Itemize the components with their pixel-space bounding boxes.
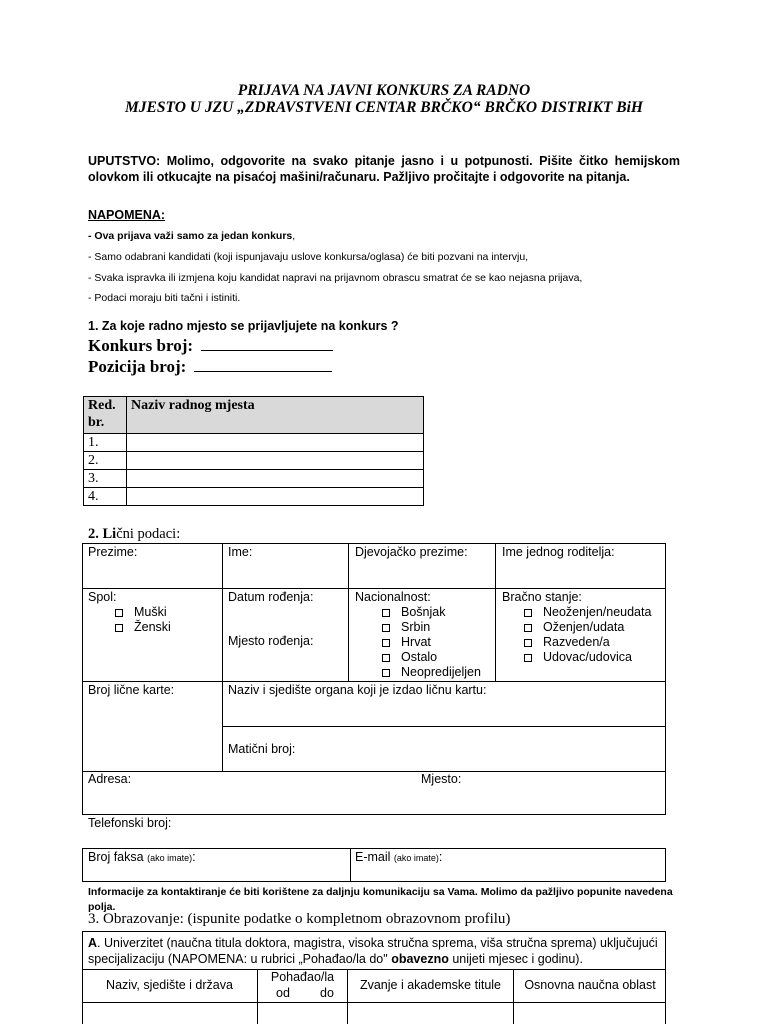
option-label: Ostalo bbox=[401, 650, 438, 664]
positions-table bbox=[83, 396, 424, 506]
question-1: 1. Za koje radno mjesto se prijavljujete na konkurs ? bbox=[88, 319, 399, 333]
table-row bbox=[84, 434, 424, 452]
section-2-title-bold: 2. Li bbox=[88, 526, 117, 542]
form-title-line-2: MJESTO U JZU „ZDRAVSTVENI CENTAR BRČKO“ BRČKO DISTRIKT BiH bbox=[125, 99, 643, 116]
nationality-label: Nacionalnost: bbox=[355, 590, 431, 604]
parent-name-field[interactable]: Ime jednog roditelja: bbox=[502, 545, 615, 559]
option-label: Bošnjak bbox=[401, 605, 446, 619]
position-name-cell[interactable] bbox=[127, 470, 424, 488]
option-label: Neopredijeljen bbox=[401, 665, 481, 679]
surname-field[interactable]: Prezime: bbox=[88, 545, 138, 559]
fax-note: (ako imate) bbox=[147, 853, 193, 863]
checkbox-icon[interactable] bbox=[382, 624, 390, 632]
section-2-title bbox=[88, 526, 180, 543]
checkbox-icon[interactable] bbox=[524, 654, 532, 662]
row-number: 2. bbox=[84, 452, 127, 470]
table-row bbox=[84, 488, 424, 506]
marital-option[interactable] bbox=[524, 605, 651, 620]
checkbox-icon[interactable] bbox=[382, 669, 390, 677]
education-a-text-1: . Univerzitet (naučna titula doktora, magistra, visoka stručna sprema, viša stručna sprema) uključujući specijalizaciju (NAPOMENA: u rubrici „Pohađao/la do" bbox=[88, 936, 658, 966]
col-header-from: od bbox=[276, 986, 290, 1000]
gender-option[interactable] bbox=[115, 620, 171, 635]
col-header-attended: Pohađao/la bbox=[270, 970, 335, 984]
konkurs-number-field[interactable] bbox=[201, 336, 333, 351]
konkurs-number-label: Konkurs broj: bbox=[88, 336, 194, 355]
marital-option[interactable] bbox=[524, 635, 651, 650]
checkbox-icon[interactable] bbox=[382, 609, 390, 617]
option-label: Muški bbox=[134, 605, 167, 619]
instructions-text: UPUTSTVO: Molimo, odgovorite na svako pitanje jasno i u potpunosti. Pišite čitko hemijskom olovkom ili otkucajte na pisaćoj mašini/računaru. Pažljivo pročitajte i odgovorite na pitanja. bbox=[88, 154, 680, 184]
row-number: 1. bbox=[84, 434, 127, 452]
nationality-option[interactable] bbox=[382, 665, 481, 680]
col-header-name-seat-country: Naziv, sjedište i država bbox=[106, 978, 233, 992]
address-field[interactable]: Adresa: bbox=[88, 772, 132, 786]
nationality-option[interactable] bbox=[382, 620, 481, 635]
note-item-4: - Podaci moraju biti tačni i istiniti. bbox=[88, 292, 241, 304]
nationality-option[interactable] bbox=[382, 635, 481, 650]
marital-option[interactable] bbox=[524, 620, 651, 635]
position-name-cell[interactable] bbox=[127, 434, 424, 452]
date-of-birth-field[interactable]: Datum rođenja: bbox=[228, 590, 314, 604]
gender-group bbox=[88, 590, 171, 635]
checkbox-icon[interactable] bbox=[524, 624, 532, 632]
section-2-title-rest: čni podaci: bbox=[116, 526, 181, 542]
section-3-title: 3. Obrazovanje: (ispunite podatke o kompletnom obrazovnom profilu) bbox=[88, 911, 511, 927]
grid-line bbox=[495, 543, 496, 681]
grid-line bbox=[222, 726, 666, 727]
place-of-birth-field[interactable]: Mjesto rođenja: bbox=[228, 634, 314, 648]
grid-line bbox=[82, 1002, 666, 1003]
note-item-1 bbox=[88, 230, 295, 242]
phone-field[interactable]: Telefonski broj: bbox=[88, 816, 172, 830]
checkbox-icon[interactable] bbox=[382, 654, 390, 662]
col-header-field: Osnovna naučna oblast bbox=[524, 978, 656, 992]
fax-field[interactable] bbox=[88, 850, 196, 866]
education-a-text-2: unijeti mjesec i godinu). bbox=[448, 952, 583, 966]
grid-line bbox=[82, 771, 666, 772]
fax-label: Broj faksa bbox=[88, 850, 144, 864]
option-label: Ženski bbox=[134, 620, 171, 634]
grid-line bbox=[82, 814, 666, 815]
konkurs-number-row bbox=[88, 336, 333, 356]
col-header-position-name: Naziv radnog mjesta bbox=[127, 397, 424, 434]
position-number-field[interactable] bbox=[194, 357, 332, 372]
option-label: Udovac/udovica bbox=[543, 650, 632, 664]
grid-line bbox=[348, 543, 349, 681]
nationality-option[interactable] bbox=[382, 605, 481, 620]
email-colon: : bbox=[438, 850, 443, 864]
row-number: 4. bbox=[84, 488, 127, 506]
col-header-number: Red. br. bbox=[84, 397, 127, 434]
position-number-row bbox=[88, 357, 332, 377]
education-a-bold: obavezno bbox=[391, 952, 449, 966]
grid-line bbox=[82, 588, 666, 589]
checkbox-icon[interactable] bbox=[115, 624, 123, 632]
grid-line bbox=[350, 848, 351, 882]
fax-colon: : bbox=[192, 850, 196, 864]
option-label: Neoženjen/neudata bbox=[543, 605, 652, 619]
table-row bbox=[84, 452, 424, 470]
note-item-2: - Samo odabrani kandidati (koji ispunjavaju uslove konkursa/oglasa) će biti pozvani na intervju, bbox=[88, 251, 529, 263]
nationality-option[interactable] bbox=[382, 650, 481, 665]
col-header-degree: Zvanje i akademske titule bbox=[359, 978, 502, 992]
row-number: 3. bbox=[84, 470, 127, 488]
marital-option[interactable] bbox=[524, 650, 651, 665]
checkbox-icon[interactable] bbox=[115, 609, 123, 617]
place-field[interactable]: Mjesto: bbox=[421, 772, 462, 786]
note-heading: NAPOMENA: bbox=[88, 208, 166, 222]
maiden-name-field[interactable]: Djevojačko prezime: bbox=[355, 545, 468, 559]
checkbox-icon[interactable] bbox=[382, 639, 390, 647]
grid-line bbox=[82, 969, 666, 970]
note-item-3: - Svaka ispravka ili izmjena koju kandidat napravi na prijavnom obrascu smatrat će se kao nejasna prijava, bbox=[88, 272, 583, 284]
option-label: Srbin bbox=[401, 620, 431, 634]
note-item-1-bold: - Ova prijava važi samo za jedan konkurs bbox=[88, 230, 293, 242]
option-label: Razveden/a bbox=[543, 635, 610, 649]
gender-label: Spol: bbox=[88, 590, 117, 604]
table-row bbox=[84, 470, 424, 488]
email-label: E-mail bbox=[355, 850, 391, 864]
marital-status-group bbox=[502, 590, 651, 665]
id-card-number-field[interactable]: Broj lične karte: bbox=[88, 683, 175, 697]
position-name-cell[interactable] bbox=[127, 452, 424, 470]
checkbox-icon[interactable] bbox=[524, 609, 532, 617]
note-item-1-rest: , bbox=[292, 230, 296, 242]
id-issuer-field[interactable]: Naziv i sjedište organa koji je izdao ličnu kartu: bbox=[228, 683, 487, 697]
marital-status-label: Bračno stanje: bbox=[502, 590, 582, 604]
positions-table-header bbox=[84, 397, 424, 434]
gender-option[interactable] bbox=[115, 605, 171, 620]
education-university-text bbox=[88, 935, 660, 967]
checkbox-icon[interactable] bbox=[524, 639, 532, 647]
col-header-to: do bbox=[320, 986, 334, 1000]
education-a-letter: A bbox=[88, 936, 98, 950]
position-number-label: Pozicija broj: bbox=[88, 357, 187, 376]
option-label: Hrvat bbox=[401, 635, 431, 649]
grid-line bbox=[82, 681, 666, 682]
contact-info-note: Informacije za kontaktiranje će biti korištene za daljnju komunikaciju sa Vama. Molimo da pažljivo popunite navedena polja. bbox=[88, 886, 673, 913]
position-name-cell[interactable] bbox=[127, 488, 424, 506]
grid-line bbox=[222, 543, 223, 771]
name-field[interactable]: Ime: bbox=[228, 545, 253, 559]
email-note: (ako imate) bbox=[393, 853, 439, 863]
nationality-group bbox=[355, 590, 481, 680]
option-label: Oženjen/udata bbox=[543, 620, 625, 634]
email-field[interactable] bbox=[355, 850, 442, 866]
form-title-line-1: PRIJAVA NA JAVNI KONKURS ZA RADNO bbox=[237, 82, 531, 99]
personal-id-number-field[interactable]: Matični broj: bbox=[228, 742, 296, 756]
